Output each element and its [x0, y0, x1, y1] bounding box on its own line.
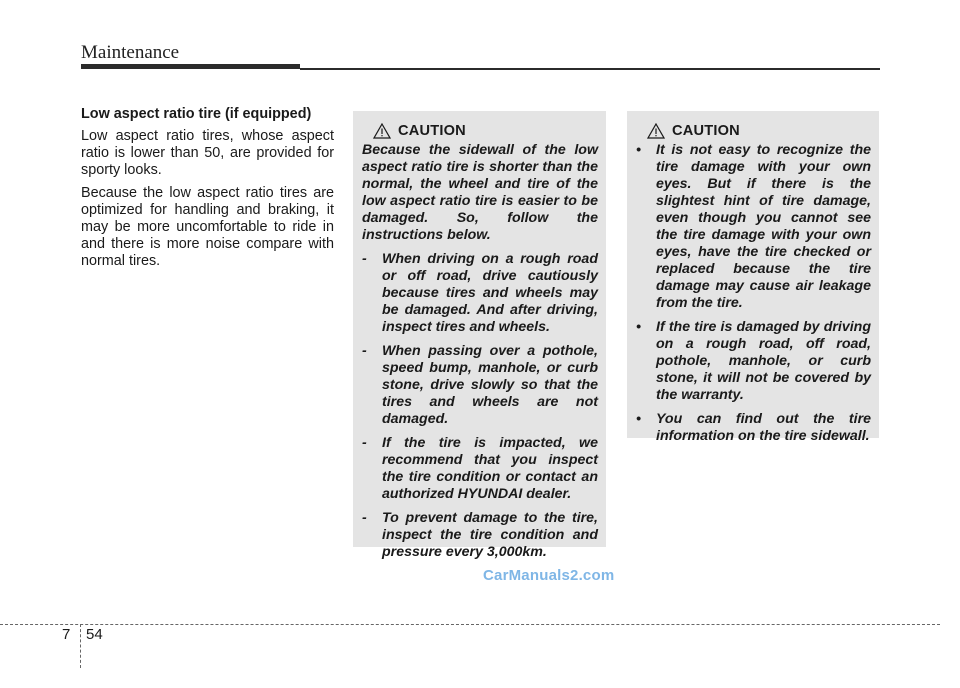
caution-list-item: • You can find out the tire information on the tire sidewall.: [636, 411, 871, 444]
bullet-marker: •: [636, 319, 641, 335]
warning-triangle-icon: [647, 123, 665, 139]
caution-header: [647, 121, 871, 141]
caution-body: [362, 142, 598, 561]
header-rule-thin: [300, 68, 880, 70]
caution-list-item: • If the tire is damaged by driving on a rough road, off road, pothole, manhole, or curb stone, it will not be covered by the warranty.: [636, 319, 871, 403]
page-section-title: Maintenance: [81, 42, 180, 63]
caution-list-item: • It is not easy to recognize the tire damage with your own eyes. But if there is the slightest hint of tire damage, even though you cannot see the tire damage with your own eyes, have the tire checked or replaced because the tire damage may cause air leakage from the tire.: [636, 142, 871, 311]
dash-marker: -: [362, 435, 367, 451]
paragraph: Because the low aspect ratio tires are optimized for handling and braking, it may be more uncomfortable to ride in and there is more noise compare with normal tires.: [81, 185, 334, 269]
dash-marker: -: [362, 343, 367, 359]
caution-box-sidewall: [353, 111, 606, 560]
bullet-marker: •: [636, 142, 641, 158]
caution-list-item: - When passing over a pothole, speed bump, manhole, or curb stone, drive slowly so that the tires and wheels are not damaged.: [362, 343, 598, 427]
caution-title: CAUTION: [672, 123, 740, 139]
caution-list-item: - To prevent damage to the tire, inspect the tire condition and pressure every 3,000km.: [362, 510, 598, 560]
left-column: [81, 106, 334, 276]
caution-intro: Because the sidewall of the low aspect ratio tire is shorter than the normal, the wheel and tire of the low aspect ratio tire is easier to be damaged. So, follow the instructions below.: [362, 142, 598, 243]
header-rule-thick: [81, 64, 300, 69]
caution-list-item: - When driving on a rough road or off road, drive cautiously because tires and wheels may be damaged. And after driving, inspect tires and wheels.: [362, 251, 598, 335]
caution-header: [373, 121, 598, 141]
section-heading: Low aspect ratio tire (if equipped): [81, 106, 312, 122]
caution-body: [636, 142, 871, 445]
caution-box-damage: [627, 111, 879, 444]
page-number: 54: [86, 626, 103, 643]
paragraph: Low aspect ratio tires, whose aspect ratio is lower than 50, are provided for sporty looks.: [81, 128, 334, 178]
dash-marker: -: [362, 251, 367, 267]
caution-list-item: - If the tire is impacted, we recommend that you inspect the tire condition or contact an authorized HYUNDAI dealer.: [362, 435, 598, 502]
footer-divider: [80, 624, 81, 668]
warning-triangle-icon: [373, 123, 391, 139]
watermark: CarManuals2.com: [483, 567, 615, 584]
dash-marker: -: [362, 510, 367, 526]
chapter-number: 7: [62, 626, 71, 643]
bullet-marker: •: [636, 411, 641, 427]
caution-title: CAUTION: [398, 123, 466, 139]
footer-rule: [0, 624, 940, 625]
